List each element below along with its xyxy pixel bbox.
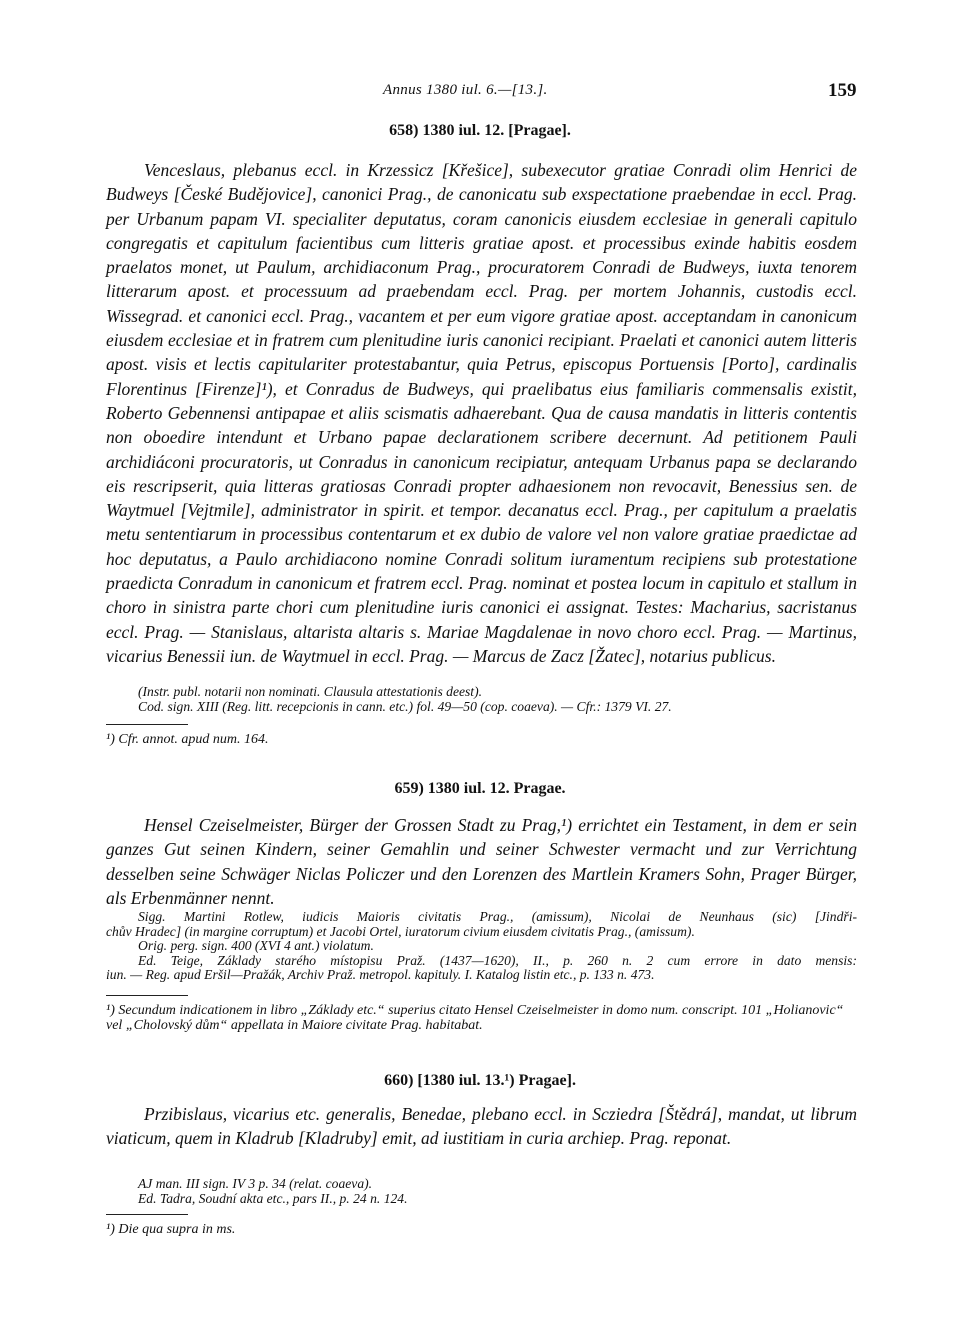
- footnote-rule: [106, 995, 188, 996]
- entry-text-658-content: Venceslaus, plebanus eccl. in Krzessicz [Křešice], subexecutor gratiae Conradi olim Henrici de Budweys [České Budějovice], canonici Prag., de canonicatu sub exspectatione praebendae in eccl. Prag. per Urbanum papam VI. specialiter deputatus, coram canonicis eiusdem ecclesiae in generali capitulo congregatis et capitulum facientibus cum litteris gratiae apost. et processibus exinde habitis eosdem praelatos monet, ut Paulum, archidiaconum Prag., procuratorem Conradi de Budweys, iuxta tenorem litterarum apost. et processuum ad praebendam eccl. Prag. per mortem Johannis, custodis eccl. Wissegrad. et canonici eccl. Prag., vacantem et per eum vigore gratiae apost. acceptandam in canonicum eiusdem ecclesiae et in fratrem cum plenitudine iuris canonici recipiant. Praelati et canonici autem litteris apost. visis et lectis capitulariter protestabantur, quia Petrus, episcopus Portuensis [Porto], cardinalis Florentinus [Firenze]¹), et Conradus de Budweys, qui praelibatus eius familiaris commensalis existit, Roberto Gebennensi antipapae et aliis scismatis adhaerebant. Qua de causa mandatis in litteris contentis non oboedire intendunt et Urbano papae declarationem scribere decernunt. Ad petitionem Pauli archidiáconi procuratoris, ut Conradus in canonicum recipiatur, antequam Urbanus papa se declarando eis rescripserit, quia litteras gratiosas Conradi propter adhaesionem non revocavit, Benessius sen. de Waytmuel [Vejtmile], administrator in spirit. et tempor. decanatus eccl. Prag., per capitulum a praelatis metu sententiarum in processibus contentarum et ex dubio de valore vel non valore gratiae praedictae ad hoc deputatus, a Paulo archidiacono nomine Conradi solitum iuramentum recipiens sub protestatione praedicta Conradum in canonicum et fratrem eccl. Prag. nominat et postea locum in capitulo et stallum in choro in sinistra parte chori cum plenitudine iuris canonici ei assignat. Testes: Macharius, sacristanus eccl. Prag. — Stanislaus, altarista altaris s. Mariae Magdalenae in novo choro eccl. Prag. — Martinus, vicarius Benessii iun. de Waytmuel in eccl. Prag. — Marcus de Zacz [Žatec], notarius publicus.: [106, 160, 857, 666]
- page-header: [0, 80, 960, 106]
- note-line: chův Hradec] (in margine corruptum) et Jacobi Ortel, iuratorum civium eiusdem civitatis Prag., (amissum).: [106, 923, 695, 939]
- footnote-658: ¹) Cfr. annot. apud num. 164.: [106, 732, 269, 747]
- page-number: 159: [828, 80, 857, 101]
- footnote-rule: [106, 724, 188, 725]
- note-line: AJ man. III sign. IV 3 p. 34 (relat. coaeva).: [138, 1176, 373, 1191]
- entry-title-658: 658) 1380 iul. 12. [Pragae].: [389, 122, 571, 139]
- footnote-659: ¹) Secundum indicationem in libro „Základy etc.“ superius citato Hensel Czeiselmeister in domo num. conscript. 101 „Holianovic“ vel „Cholovský dům“ appellata in Maiore civitate Prag. habitabat.: [106, 1003, 844, 1033]
- note-line: Orig. perg. sign. 400 (XVI 4 ant.) violatum.: [138, 938, 374, 954]
- note-line: iun. — Reg. apud Eršil—Pražák, Archiv Praž. metropol. kapituly. I. Katalog listin etc., p. 133 n. 473.: [106, 967, 655, 983]
- footnote-660: ¹) Die qua supra in ms.: [106, 1222, 236, 1237]
- entry-text-659-content: Hensel Czeiselmeister, Bürger der Grossen Stadt zu Prag,¹) errichtet ein Testament, in dem er sein ganzes Gut seinen Kindern, seiner Gemahlin und seiner Schwester vermacht und zur Verrichtung desselben seine Schwäger Niclas Policzer und den Lorenzen des Martlein Kramers Sohn, Prager Bürger, als Erbenmänner nennt.: [106, 815, 857, 908]
- entry-title-659: 659) 1380 iul. 12. Pragae.: [394, 780, 566, 797]
- entry-title-660: 660) [1380 iul. 13.¹) Pragae].: [384, 1072, 576, 1089]
- note-line: (Instr. publ. notarii non nominati. Clausula attestationis deest).: [138, 684, 483, 699]
- running-head: Annus 1380 iul. 6.—[13.].: [383, 82, 548, 98]
- entry-notes-658: [106, 685, 857, 714]
- entry-text-660-content: Przibislaus, vicarius etc. generalis, Benedae, plebano eccl. in Scziedra [Štědrá], mandat, ut librum viaticum, quem in Kladrub [Kladruby] emit, ad iustitiam in curia archiep. Prag. reponat.: [106, 1104, 857, 1149]
- footnote-rule: [106, 1214, 188, 1215]
- entry-text-660: [106, 1102, 857, 1151]
- entry-notes-660: [106, 1177, 857, 1206]
- note-line: Cod. sign. XIII (Reg. litt. recepcionis in cann. etc.) fol. 49—50 (cop. coaeva). — Cfr.: 1379 VI. 27.: [138, 698, 672, 714]
- entry-notes-659: [106, 910, 857, 983]
- note-line: Sigg. Martini Rotlew, iudicis Maioris civitatis Prag., (amissum), Nicolai de Neunhaus (sic) [Jindři-: [138, 909, 857, 924]
- entry-text-659: [106, 813, 857, 910]
- note-line: Ed. Tadra, Soudní akta etc., pars II., p. 24 n. 124.: [138, 1190, 408, 1206]
- note-line: Ed. Teige, Základy starého místopisu Praž. (1437—1620), II., p. 260 n. 2 cum errore in dato mensis:: [138, 952, 857, 968]
- entry-text-658: [106, 158, 857, 668]
